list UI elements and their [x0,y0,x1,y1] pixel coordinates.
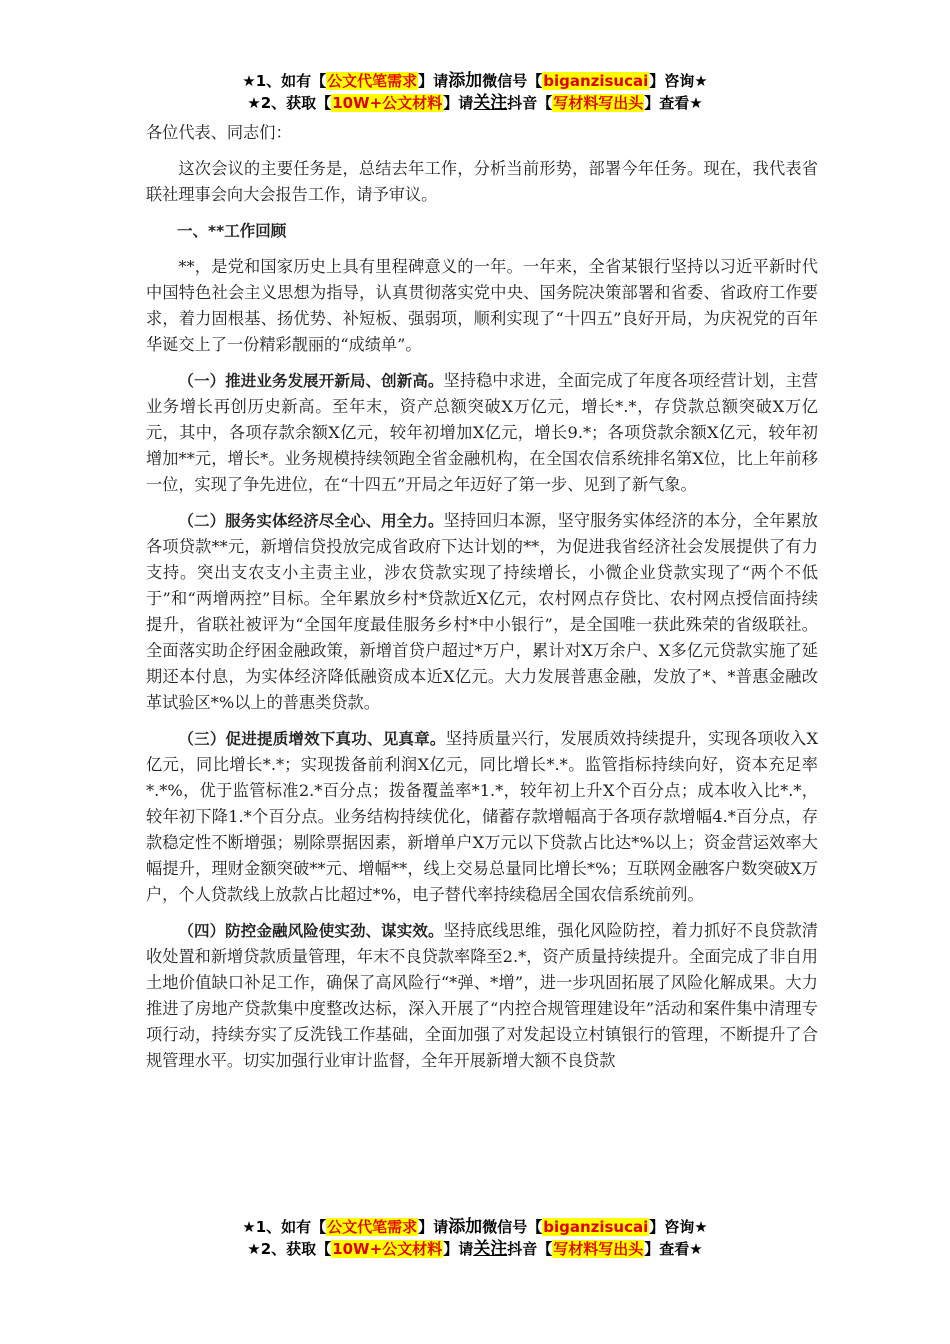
section-heading: 一、**工作回顾 [177,222,287,240]
item-lead: （一）推进业务发展开新局、创新高。 [178,372,444,390]
emphasis-text: 关注 [473,1239,508,1259]
greeting: 各位代表、同志们： [146,123,292,142]
banner-text: 抖音【 [507,94,553,112]
emphasis-text: 添加 [448,71,483,91]
banner-line-2 [0,92,950,114]
banner-text: 】查看★ [644,1240,703,1258]
highlight-text: 10W+公文材料 [332,94,443,112]
banner-line-1 [0,70,950,92]
banner-text: ★1、如有【 [242,1218,327,1236]
banner-text: 】请 [443,1240,474,1258]
banner-text: 】请 [418,1218,449,1236]
item-text: 坚持质量兴行，发展质效持续提升，实现各项收入X亿元，同比增长*.*；实现拨备前利润X亿元，同比增长*.*。监管指标持续向好，资本充足率*.*%，优于监管标准2.*百分点；拨备覆盖率*1.*，较年初上升X个百分点；成本收入比*.*，较年初下降1.*个百分点。业务结构持续优化，储蓄存款增幅高于各项存款增幅4.*百分点，存款稳定性不断增强；剔除票据因素，新增单户X万元以下贷款占比达*%以上；资金营运效率大幅提升，理财金额突破**元、增幅**，线上交易总量同比增长*%；互联网金融客户数突破X万户，个人贷款线上放款占比超过*%，电子替代率持续稳居全国农信系统前列。 [146,729,818,904]
item-paragraph-1 [146,368,818,498]
banner-line-2 [0,1238,950,1260]
banner-line-1 [0,1216,950,1238]
item-paragraph-3 [146,726,818,908]
banner-text: 】咨询★ [649,72,708,90]
banner-text: 抖音【 [507,1240,553,1258]
top-banner [0,70,950,114]
highlight-text: 公文代笔需求 [327,72,418,90]
item-text: 坚持回归本源，坚守服务实体经济的本分，全年累放各项贷款**元，新增信贷投放完成省政府下达计划的**，为促进我省经济社会发展提供了有力支持。突出支农支小主责主业，涉农贷款实现了持续增长，小微企业贷款实现了“两个不低于”和“两增两控”目标。全年累放乡村*贷款近X亿元，农村网点存贷比、农村网点授信面持续提升，省联社被评为“全国年度最佳服务乡村*中小银行”，是全国唯一获此殊荣的省级联社。全面落实助企纾困金融政策，新增首贷户超过*万户，累计对X万余户、X多亿元贷款实施了延期还本付息，为实体经济降低融资成本近X亿元。大力发展普惠金融，发放了*、*普惠金融改革试验区*%以上的普惠类贷款。 [146,511,818,712]
banner-text: 微信号【 [482,72,543,90]
highlight-text: 10W+公文材料 [332,1240,443,1258]
item-text: 坚持底线思维，强化风险防控，着力抓好不良贷款清收处置和新增贷款质量管理，年末不良贷款率降至2.*，资产质量持续提升。全面完成了非自用土地价值缺口补足工作，确保了高风险行“*弹、*增”，进一步巩固拓展了风险化解成果。大力推进了房地产贷款集中度整改达标，深入开展了“内控合规管理建设年”活动和案件集中清理专项行动，持续夯实了反洗钱工作基础，全面加强了对发起设立村镇银行的管理，不断提升了合规管理水平。切实加强行业审计监督，全年开展新增大额不良贷款 [146,921,818,1070]
item-paragraph-4 [146,918,818,1074]
emphasis-text: 关注 [473,93,508,113]
highlight-text: 写材料写出头 [553,1240,644,1258]
highlight-text: biganzisucai [543,1218,649,1236]
highlight-text: 公文代笔需求 [327,1218,418,1236]
item-lead: （二）服务实体经济尽全心、用全力。 [178,512,444,530]
section-intro-paragraph: **，是党和国家历史上具有里程碑意义的一年。一年来，全省某银行坚持以习近平新时代中国特色社会主义思想为指导，认真贯彻落实党中央、国务院决策部署和省委、省政府工作要求，着力固根基、扬优势、补短板、强弱项，顺利实现了“十四五”良好开局，为庆祝党的百年华诞交上了一份精彩靓丽的“成绩单”。 [146,257,818,354]
banner-text: 】咨询★ [649,1218,708,1236]
item-lead: （四）防控金融风险使实劲、谋实效。 [178,922,444,940]
banner-text: ★2、获取【 [247,94,332,112]
highlight-text: 写材料写出头 [553,94,644,112]
item-text: 坚持稳中求进，全面完成了年度各项经营计划，主营业务增长再创历史新高。至年末，资产总额突破X万亿元，增长*.*，存贷款总额突破X万亿元，其中，各项存款余额X亿元，较年初增加X亿元，增长9.*；各项贷款余额X亿元，较年初增加**元，增长*。业务规模持续领跑全省金融机构，在全国农信系统排名第X位，比上年前移一位，实现了争先进位，在“十四五”开局之年迈好了第一步、见到了新气象。 [146,371,818,494]
banner-text: 】查看★ [644,94,703,112]
highlight-text: biganzisucai [543,72,649,90]
item-lead: （三）促进提质增效下真功、见真章。 [178,730,446,748]
item-paragraph-2 [146,508,818,716]
document-body [146,120,818,1084]
banner-text: 】请 [443,94,474,112]
banner-text: 微信号【 [482,1218,543,1236]
banner-text: ★2、获取【 [247,1240,332,1258]
bottom-banner [0,1216,950,1260]
intro-paragraph: 这次会议的主要任务是，总结去年工作，分析当前形势，部署今年任务。现在，我代表省联社理事会向大会报告工作，请予审议。 [146,159,818,204]
banner-text: 】请 [418,72,449,90]
banner-text: ★1、如有【 [242,72,327,90]
emphasis-text: 添加 [448,1217,483,1237]
